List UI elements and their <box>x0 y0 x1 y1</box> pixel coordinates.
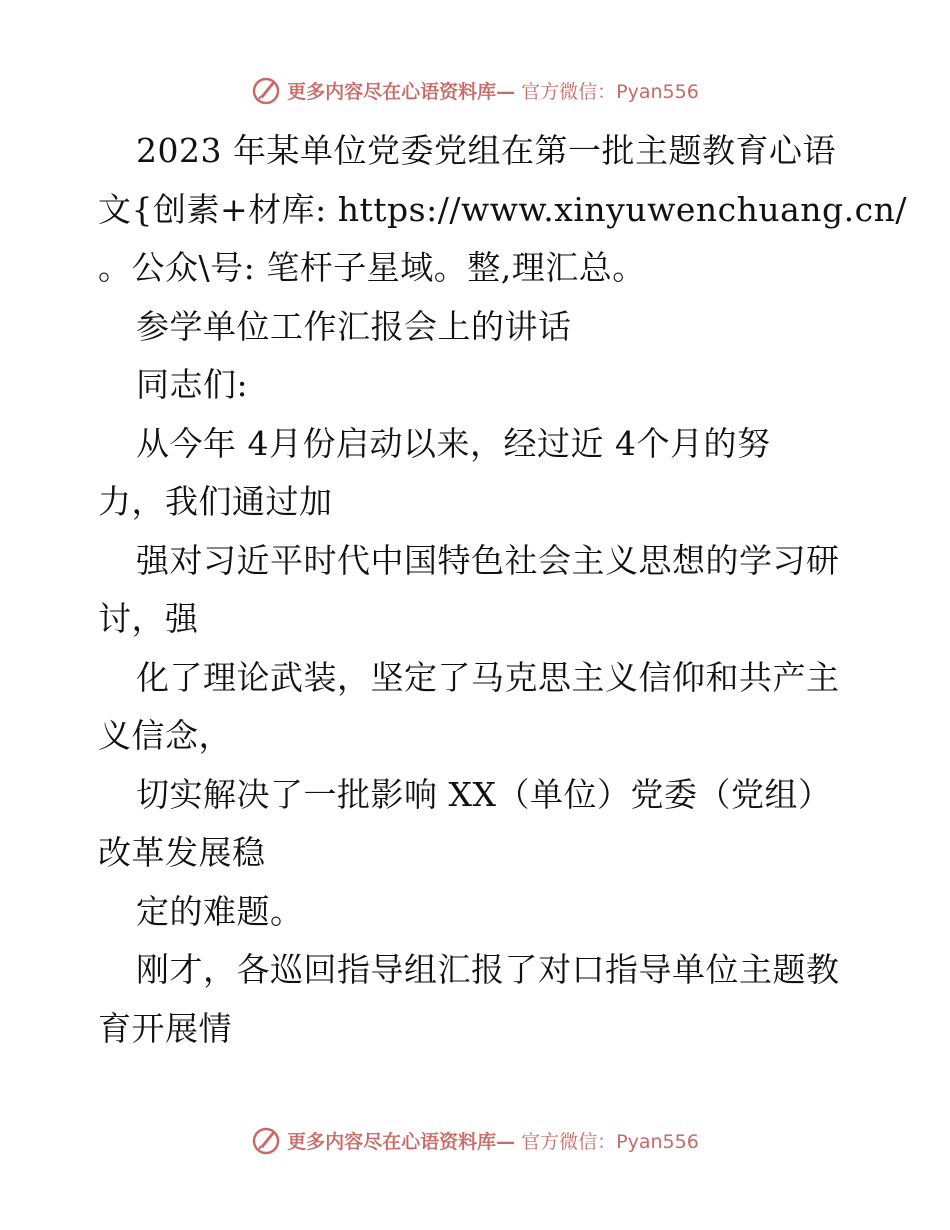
body-line: 参学单位工作汇报会上的讲话 <box>136 306 572 346</box>
body-line: 育开展情 <box>98 1008 232 1048</box>
body-line: 从今年 4月份启动以来，经过近 4个月的努 <box>136 423 771 463</box>
body-line: 改革发展稳 <box>98 833 266 872</box>
body-line: 2023 年某单位党委党组在第一批主题教育心语 <box>136 131 836 170</box>
body-line: 刚才，各巡回指导组汇报了对口指导单位主题教 <box>136 950 840 989</box>
body-line: 定的难题。 <box>136 891 304 931</box>
body-line: 强对习近平时代中国特色社会主义思想的学习研 <box>136 540 840 580</box>
body-line: 。公众\号: 笔杆子星域。整,理汇总。 <box>98 248 646 287</box>
banner-wechat-text: 官方微信：Pyan556 <box>521 1130 699 1153</box>
quill-logo-icon <box>251 1125 281 1155</box>
quill-logo-icon <box>251 75 281 105</box>
body-line: 切实解决了一批影响 XX（单位）党委（党组） <box>136 774 832 814</box>
footer-watermark-banner <box>0 1120 950 1160</box>
body-line: 讨，强 <box>98 599 199 638</box>
banner-main-text: 更多内容尽在心语资料库— <box>287 1130 516 1153</box>
document-body <box>98 122 907 1058</box>
body-line: 化了理论武装，坚定了马克思主义信仰和共产主 <box>136 657 840 697</box>
header-watermark-banner <box>0 70 950 110</box>
banner-wechat-text: 官方微信：Pyan556 <box>521 80 699 103</box>
body-line: 义信念， <box>98 716 232 755</box>
body-line: 文{创素+材库: https://www.xinyuwenchuang.cn/ <box>98 189 907 229</box>
body-line: 同志们: <box>136 365 249 404</box>
body-line: 力，我们通过加 <box>98 482 333 521</box>
banner-main-text: 更多内容尽在心语资料库— <box>287 80 516 103</box>
